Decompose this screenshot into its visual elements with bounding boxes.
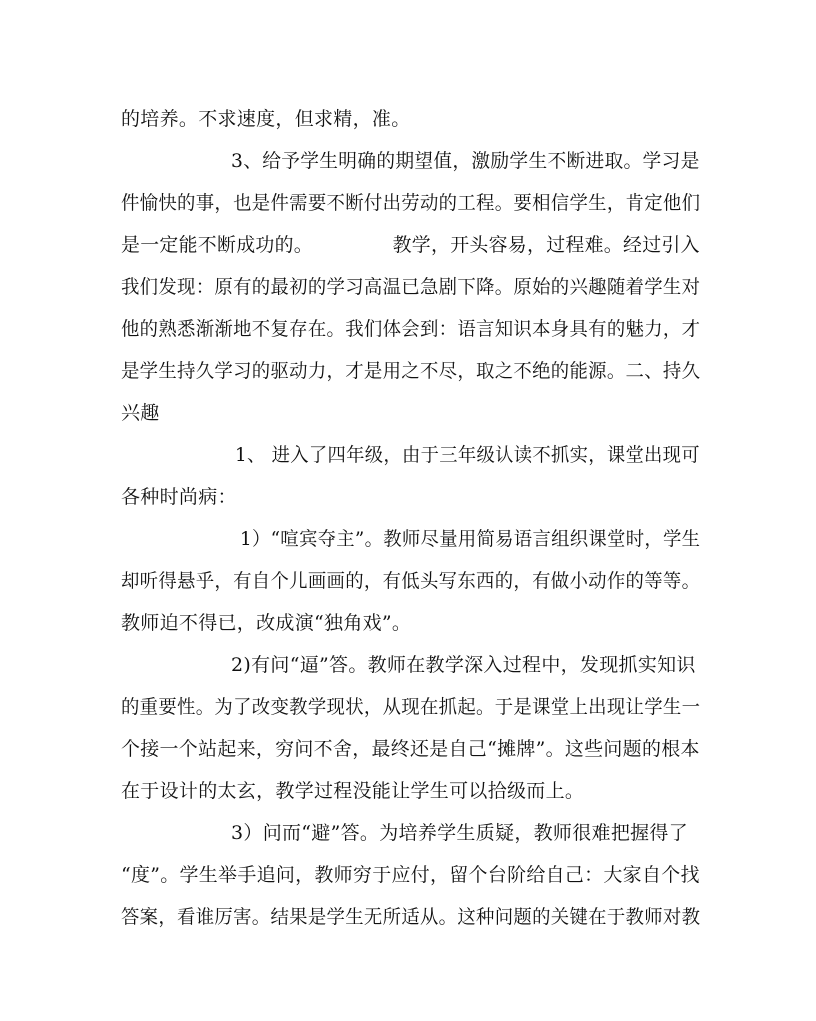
- text-segment: 的重要性。为了改变教学现状，从现在抓起。于是课堂上出现让学生一: [121, 696, 701, 718]
- text-segment: 他的熟悉渐渐地不复存在。我们体会到：语言知识本身具有的魅力，才: [121, 318, 701, 340]
- text-line: [121, 233, 700, 257]
- text-line: [121, 485, 237, 509]
- text-segment: 2)有问“逼”答。教师在教学深入过程中，发现抓实知识: [231, 654, 696, 676]
- text-segment: 1）“喧宾夺主”。教师尽量用简易语言组织课堂时，学生: [240, 528, 701, 550]
- text-line: [121, 863, 700, 887]
- text-segment: 教学，开头容易，过程难。经过引入: [392, 234, 700, 256]
- text-segment: 却听得悬乎，有自个儿画画的，有低头写东西的，有做小动作的等等。: [121, 570, 701, 592]
- text-line: [240, 527, 700, 551]
- text-line: [121, 191, 700, 215]
- text-segment: 个接一个站起来，穷问不舍，最终还是自己“摊牌”。这些问题的根本: [121, 738, 700, 760]
- text-line: [121, 317, 700, 341]
- text-segment: 我们发现：原有的最初的学习高温已急剧下降。原始的兴趣随着学生对: [121, 276, 701, 298]
- text-line: [121, 905, 700, 929]
- text-line: [231, 653, 696, 677]
- text-line: [121, 779, 584, 803]
- text-segment: 教师迫不得已，改成演“独角戏”。: [121, 612, 412, 634]
- text-line: [121, 401, 160, 425]
- text-segment: 件愉快的事，也是件需要不断付出劳动的工程。要相信学生，肯定他们: [121, 192, 701, 214]
- text-line: [121, 569, 700, 593]
- text-line: [235, 443, 700, 467]
- text-segment: 是学生持久学习的驱动力，才是用之不尽，取之不绝的能源。二、持久: [121, 360, 701, 382]
- text-segment: 是一定能不断成功的。: [121, 234, 314, 256]
- text-line: [121, 737, 700, 761]
- text-line: [231, 149, 700, 173]
- text-line: [121, 275, 700, 299]
- text-line: [231, 821, 688, 845]
- text-line: [121, 107, 411, 131]
- text-line: [121, 695, 700, 719]
- text-segment: 1、 进入了四年级，由于三年级认读不抓实，课堂出现可: [235, 444, 700, 466]
- text-segment: 3、给予学生明确的期望值，激励学生不断进取。学习是: [231, 150, 700, 172]
- text-segment: 各种时尚病：: [121, 486, 237, 508]
- text-segment: 答案，看谁厉害。结果是学生无所适从。这种问题的关键在于教师对教: [121, 906, 701, 928]
- text-segment: 3）问而“避”答。为培养学生质疑，教师很难把握得了: [231, 822, 689, 844]
- text-segment: 的培养。不求速度，但求精，准。: [121, 108, 411, 130]
- text-segment: 兴趣: [121, 402, 160, 424]
- text-line: [121, 359, 700, 383]
- text-segment: 在于设计的太玄，教学过程没能让学生可以拾级而上。: [121, 780, 585, 802]
- text-line: [121, 611, 411, 635]
- text-segment: “度”。学生举手追问，教师穷于应付，留个台阶给自己：大家自个找: [121, 864, 700, 886]
